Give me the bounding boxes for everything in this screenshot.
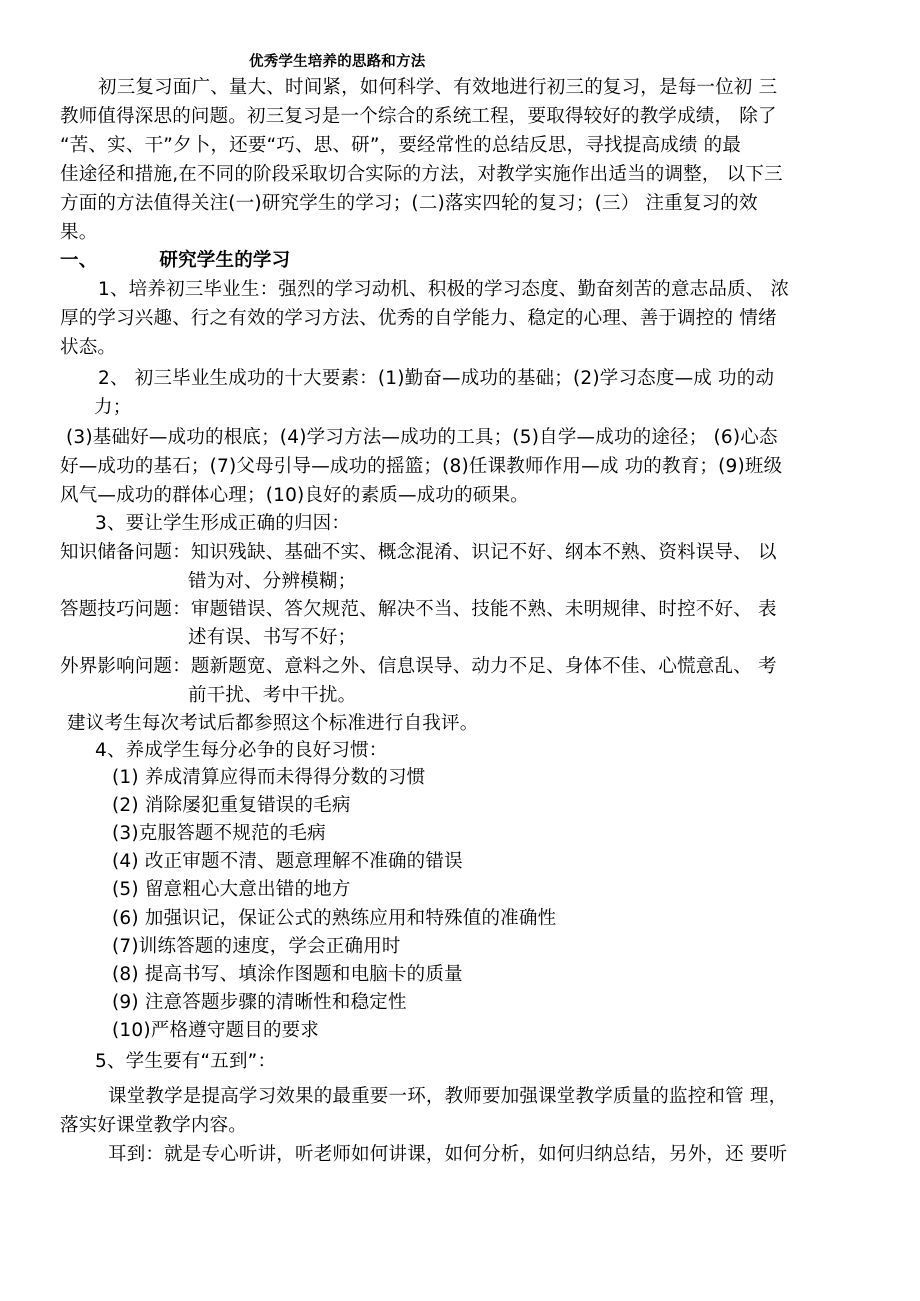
- item1-line: 厚的学习兴趣、行之有效的学习方法、优秀的自学能力、稳定的心理、善于调控的 情绪: [60, 308, 777, 329]
- intro-line: 初三复习面广、量大、时间紧，如何科学、有效地进行初三的复习，是每一位初 三: [98, 77, 778, 98]
- document-title: 优秀学生培养的思路和方法: [249, 54, 426, 70]
- intro-line: 教师值得深思的问题。初三复习是一个综合的系统工程，要取得较好的教学成绩， 除了: [60, 106, 777, 127]
- intro-line: 方面的方法值得关注(一)研究学生的学习；(二)落实四轮的复习；(三） 注重复习的效: [60, 193, 758, 214]
- item3-line: 述有误、书写不好；: [188, 627, 357, 648]
- intro-line: “苦、实、干”夕卜，还要“巧、思、研”，要经常性的总结反思，寻找提高成绩 的最: [60, 135, 742, 156]
- intro-line: 果。: [60, 222, 98, 243]
- habit-item: (2) 消除屡犯重复错误的毛病: [112, 795, 351, 816]
- item2-line: 2、 初三毕业生成功的十大要素：(1)勤奋—成功的基础；(2)学习态度—成 功的动: [98, 368, 775, 389]
- habit-item: (10)严格遵守题目的要求: [112, 1020, 320, 1041]
- item2-line: 好—成功的基石；(7)父母引导—成功的摇篮；(8)任课教师作用—成 功的教育；(9)班级: [60, 456, 783, 477]
- item3-line: 错为对、分辨模糊；: [188, 571, 357, 592]
- item3-line: 外界影响问题：题新题宽、意料之外、信息误导、动力不足、身体不佳、心慌意乱、 考: [60, 656, 777, 677]
- habit-item: (7)训练答题的速度，学会正确用时: [112, 936, 401, 957]
- item3-line: 建议考生每次考试后都参照这个标准进行自我评。: [67, 713, 479, 734]
- item3-line: 知识储备问题：知识残缺、基础不实、概念混淆、识记不好、纲本不熟、资料误导、 以: [60, 542, 777, 563]
- item4-heading: 4、养成学生每分必争的良好习惯：: [95, 740, 388, 761]
- item1-line: 状态。: [60, 337, 117, 358]
- item2-line: 风气—成功的群体心理；(10)良好的素质—成功的硕果。: [60, 485, 529, 506]
- section-number: 一、: [60, 250, 98, 271]
- habit-item: (8) 提高书写、填涂作图题和电脑卡的质量: [112, 964, 463, 985]
- item3-line: 前干扰、考中干扰。: [188, 685, 357, 706]
- item1-line: 1、培养初三毕业生：强烈的学习动机、积极的学习态度、勤奋刻苦的意志品质、 浓: [98, 279, 790, 300]
- item2-line: (3)基础好—成功的根底；(4)学习方法—成功的工具；(5)自学—成功的途径； (6)心态: [66, 427, 778, 448]
- section-heading: [60, 248, 290, 274]
- habit-item: (1) 养成清算应得而未得得分数的习惯: [112, 767, 426, 788]
- intro-line: 佳途径和措施,在不同的阶段采取切合实际的方法，对教学实施作出适当的调整， 以下三: [60, 164, 783, 185]
- section-title: 研究学生的学习: [159, 250, 291, 271]
- habit-item: (9) 注意答题步骤的清晰性和稳定性: [112, 992, 407, 1013]
- habit-item: (3)克服答题不规范的毛病: [112, 823, 326, 844]
- item3-line: 3、要让学生形成正确的归因：: [95, 513, 351, 534]
- item5-line: 课堂教学是提高学习效果的最重要一环，教师要加强课堂教学质量的监控和管 理，: [108, 1086, 788, 1107]
- item5-line: 耳到：就是专心听讲，听老师如何讲课，如何分析，如何归纳总结，另外，还 要听: [108, 1144, 788, 1165]
- habit-item: (4) 改正审题不清、题意理解不准确的错误: [112, 851, 463, 872]
- habit-item: (5) 留意粗心大意出错的地方: [112, 879, 351, 900]
- item5-heading: 5、学生要有“五到”：: [95, 1051, 277, 1072]
- item5-line: 落实好课堂教学内容。: [60, 1115, 248, 1136]
- item3-line: 答题技巧问题：审题错误、答欠规范、解决不当、技能不熟、未明规律、时控不好、 表: [60, 599, 777, 620]
- item2-line: 力；: [94, 397, 132, 418]
- habit-item: (6) 加强识记，保证公式的熟练应用和特殊值的准确性: [112, 908, 557, 929]
